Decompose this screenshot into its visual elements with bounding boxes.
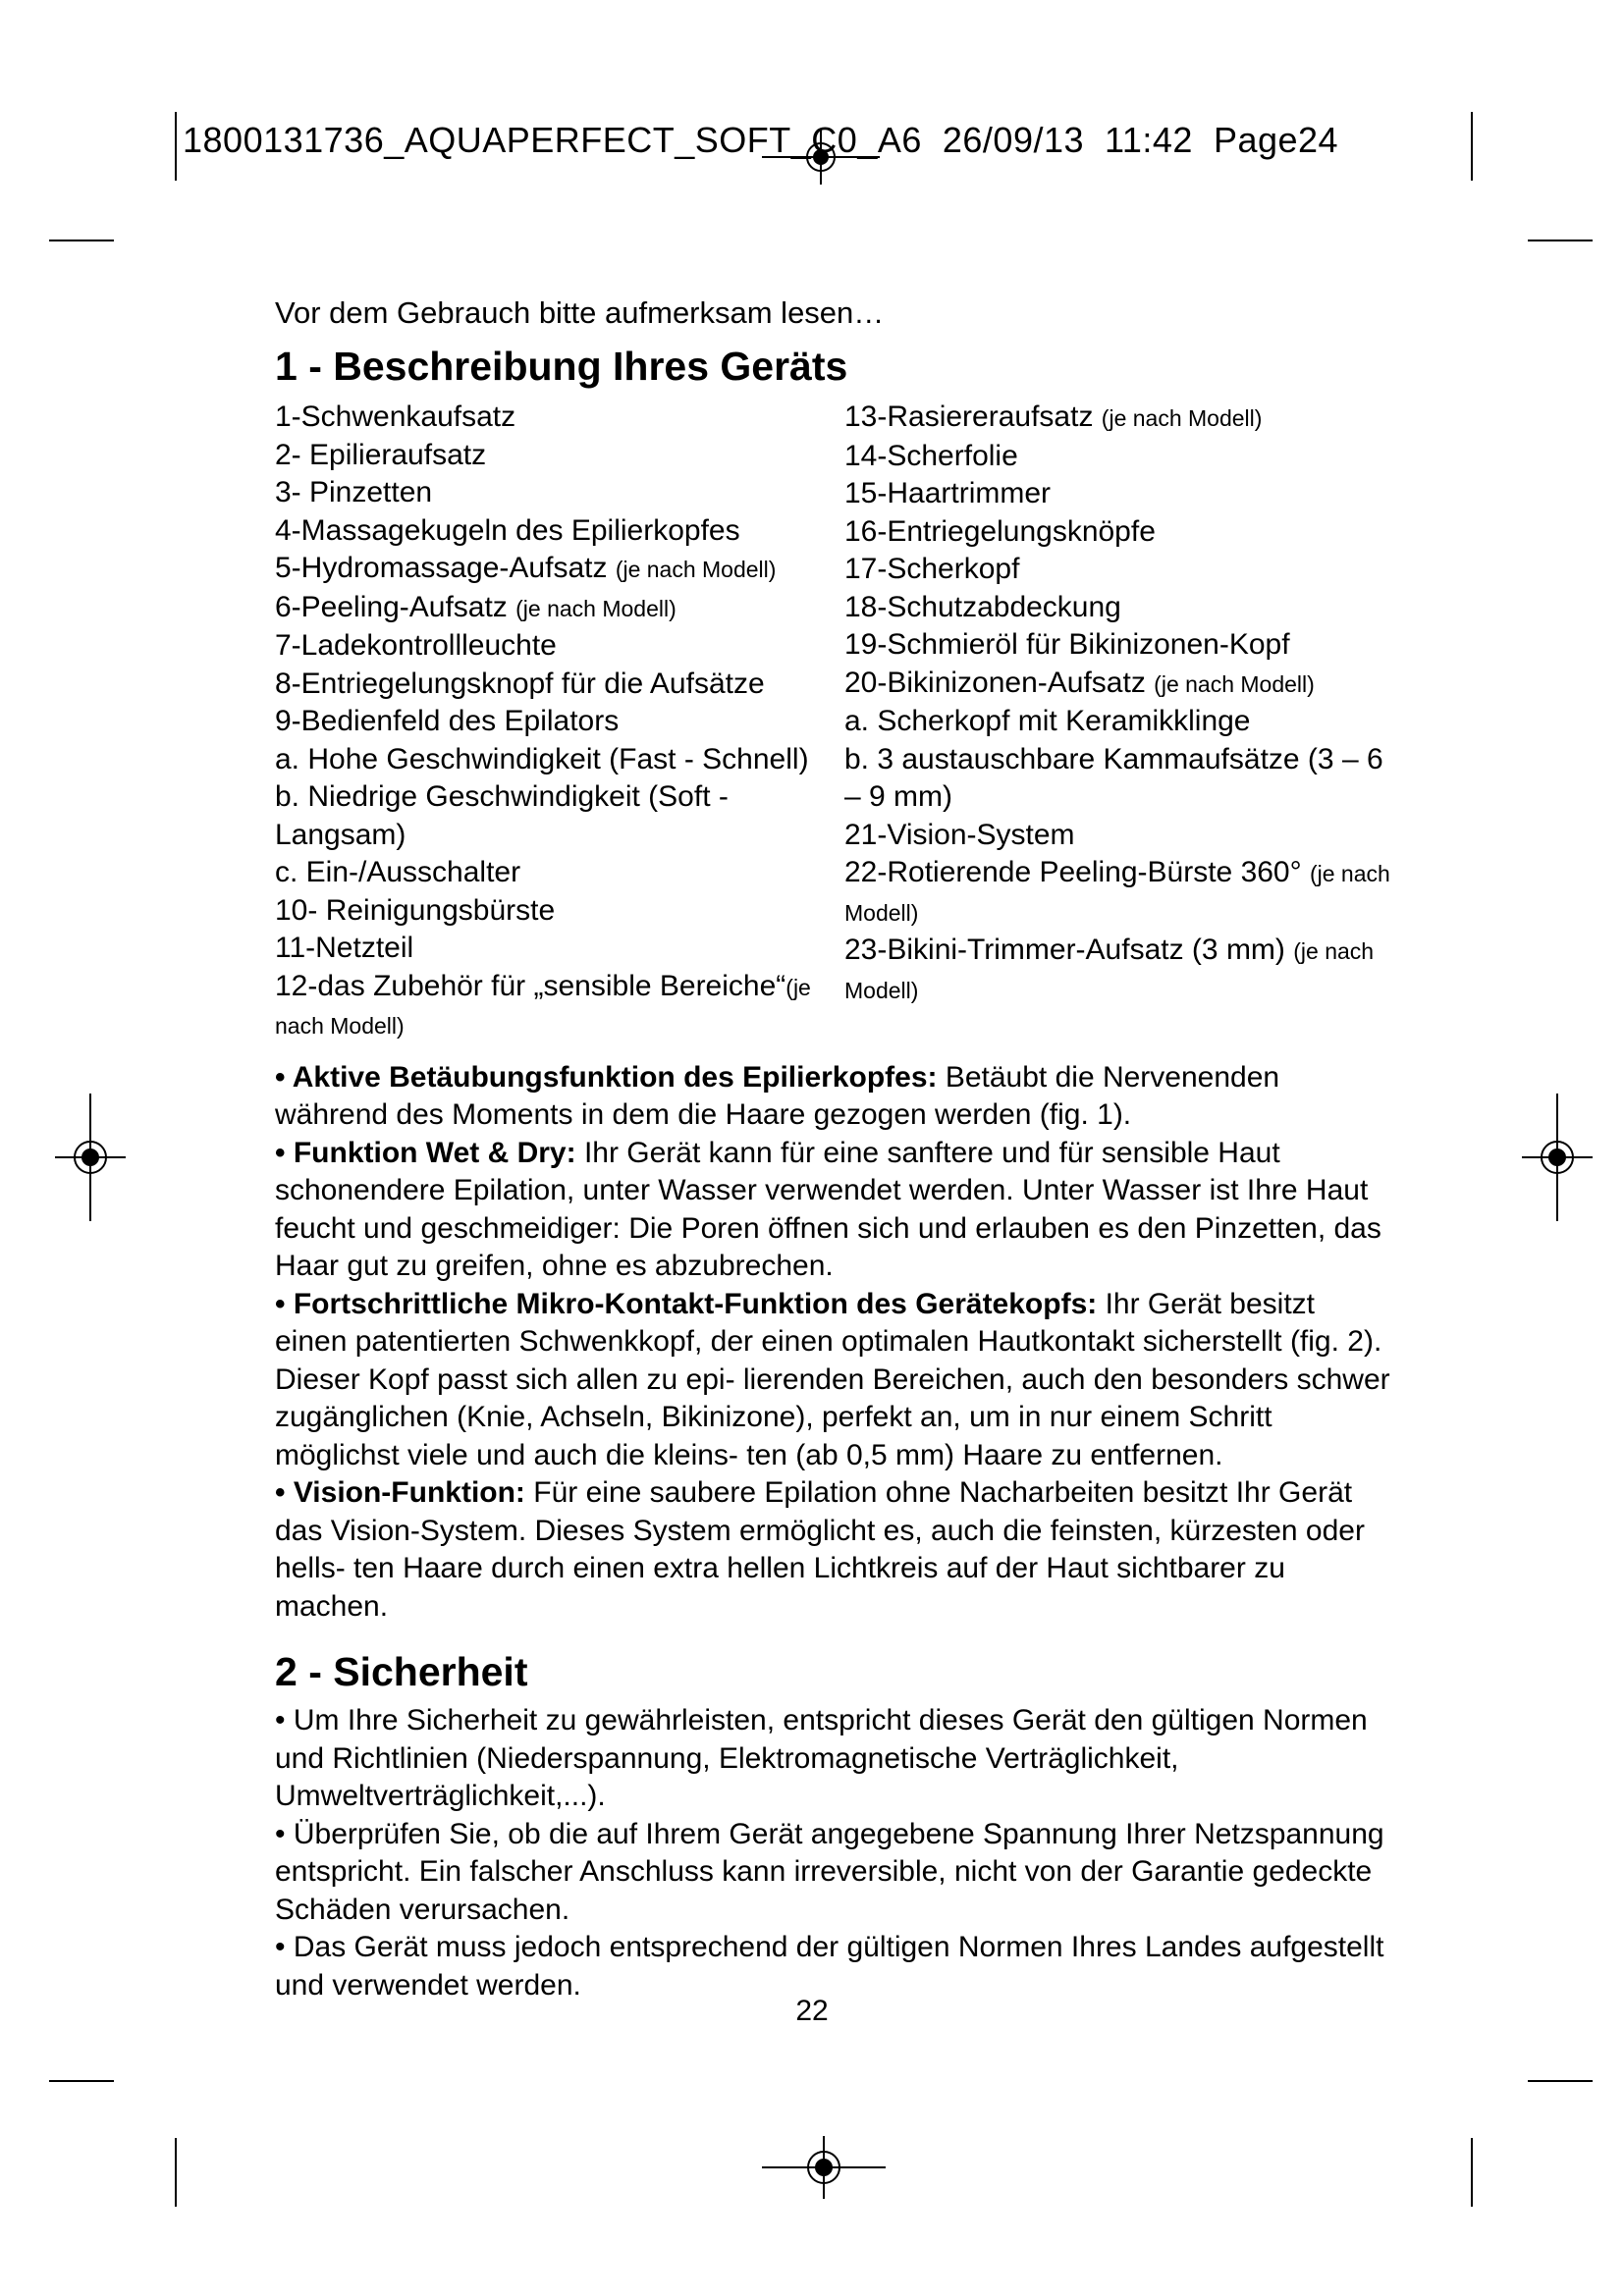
list-item-text: 18-Schutzabdeckung — [844, 590, 1121, 623]
list-item — [844, 551, 1394, 589]
feature-label: • Vision-Funktion: — [275, 1476, 525, 1509]
list-item-note: (je nach Modell) — [1101, 405, 1263, 431]
list-item-text: 11-Netzteil — [275, 932, 414, 964]
list-item — [275, 778, 825, 854]
list-item-text: 7-Ladekontrollleuchte — [275, 629, 557, 662]
list-item-text: 13-Rasiereraufsatz — [844, 400, 1102, 433]
list-item — [275, 474, 825, 512]
section-2-title: 2 - Sicherheit — [275, 1649, 528, 1694]
list-item-text: 12-das Zubehör für „sensible Bereiche“ — [275, 969, 786, 1002]
list-item-text: 20-Bikinizonen-Aufsatz — [844, 666, 1155, 699]
list-item-text: 17-Scherkopf — [844, 553, 1020, 585]
feature-label: • Fortschrittliche Mikro-Kontakt-Funktion des Gerätekopfs: — [275, 1287, 1098, 1320]
list-item-text: 14-Scherfolie — [844, 439, 1018, 472]
list-item-text: 6-Peeling-Aufsatz — [275, 590, 516, 623]
safety-paragraph: • Um Ihre Sicherheit zu gewährleisten, entspricht dieses Gerät den gültigen Normen und Richtlinien (Niederspannung, Elektromagnetische Verträglichkeit, Umweltverträglichkeit,...). — [275, 1704, 1368, 1812]
list-item — [844, 703, 1394, 741]
list-item-text: a. Scherkopf mit Keramikklinge — [844, 705, 1251, 737]
page-number: 22 — [795, 1995, 829, 2027]
crop-mark — [1471, 112, 1473, 181]
features-list — [275, 1059, 1394, 1627]
feature-paragraph — [275, 1474, 1394, 1626]
list-item-text: 15-Haartrimmer — [844, 477, 1052, 509]
section-1-title: 1 - Beschreibung Ihres Geräts — [275, 344, 848, 389]
list-item-text: 4-Massagekugeln des Epilierkopfes — [275, 513, 740, 547]
list-item — [275, 703, 825, 741]
parts-list — [275, 399, 1394, 1045]
list-item — [275, 741, 825, 779]
list-item-text: b. 3 austauschbare Kammaufsätze (3 – 6 – 9 mm) — [844, 742, 1383, 813]
crop-mark — [1471, 2138, 1473, 2207]
list-item-text: 19-Schmieröl für Bikinizonen-Kopf — [844, 628, 1290, 661]
safety-paragraph: • Das Gerät muss jedoch entsprechend der gültigen Normen Ihres Landes aufgestellt und verwendet werden. — [275, 1931, 1384, 2002]
crop-mark — [175, 112, 177, 181]
list-item-note: (je nach Modell) — [275, 974, 811, 1039]
safety-list — [275, 1702, 1394, 2004]
list-item-note: (je nach Modell) — [844, 938, 1375, 1003]
list-item-text: 1-Schwenkaufsatz — [275, 400, 516, 433]
list-item-text: 21-Vision-System — [844, 818, 1075, 851]
list-item-note: (je nach Modell) — [1154, 670, 1315, 697]
crop-mark — [49, 240, 114, 241]
list-item-text: 9-Bedienfeld des Epilators — [275, 705, 620, 737]
list-item-text: 8-Entriegelungsknopf für die Aufsätze — [275, 667, 765, 700]
list-item — [844, 438, 1394, 476]
list-item-text: c. Ein-/Ausschalter — [275, 856, 521, 888]
list-item-text: b. Niedrige Geschwindigkeit (Soft - Langsam) — [275, 780, 729, 851]
crop-mark — [1528, 2080, 1593, 2082]
safety-paragraph: • Überprüfen Sie, ob die auf Ihrem Gerät angegebene Spannung Ihrer Netzspannung entspricht. Ein falscher Anschluss kann irreversible, nicht von der Garantie gedeckte Schäden verursachen. — [275, 1817, 1384, 1926]
feature-label: • Funktion Wet & Dry: — [275, 1136, 576, 1169]
list-item-text: 16-Entriegelungsknöpfe — [844, 514, 1156, 548]
list-item — [844, 626, 1394, 665]
list-item-text: 3- Pinzetten — [275, 476, 433, 508]
list-item — [844, 665, 1394, 704]
list-item-text: a. Hohe Geschwindigkeit (Fast - Schnell) — [275, 742, 809, 775]
list-item — [275, 666, 825, 704]
list-item-note: (je nach Modell) — [615, 557, 777, 582]
list-item-text: 2- Epilieraufsatz — [275, 438, 487, 471]
crop-mark — [1528, 240, 1593, 241]
list-item — [275, 437, 825, 475]
list-item — [844, 475, 1394, 513]
feature-text: Ihr Gerät kann für eine sanftere und für sensible Haut schonendere Epilation, unter Wasser verwendet werden. Unter Wasser ist Ihre Haut feucht und geschmeidiger: Die Poren öffnen sich und erlauben es den Pinzetten, das Haar gut zu greifen, ohne es abzubrechen. — [275, 1136, 1381, 1282]
feature-text: Ihr Gerät besitzt einen patentierten Schwenkkopf, der einen optimalen Hautkontakt sicherstellt (fig. 2). Dieser Kopf passt sich allen zu epi- lierenden Bereichen, auch den besonders schwer zugänglichen (Knie, Achseln, Bikinizone), perfekt an, um in nur einem Schritt möglichst viele und auch die kleins- ten (ab 0,5 mm) Haare zu entfernen. — [275, 1287, 1390, 1471]
list-item — [275, 399, 825, 437]
registration-mark-icon — [55, 1094, 126, 1221]
list-item — [844, 513, 1394, 552]
list-item-text: 5-Hydromassage-Aufsatz — [275, 552, 616, 584]
list-item — [275, 550, 825, 589]
list-item — [275, 968, 825, 1045]
feature-paragraph — [275, 1059, 1394, 1135]
list-item — [844, 589, 1394, 627]
list-item-text: 10- Reinigungsbürste — [275, 893, 556, 927]
crop-mark — [49, 2080, 114, 2082]
list-item — [275, 627, 825, 666]
intro-text: Vor dem Gebrauch bitte aufmerksam lesen… — [275, 295, 885, 330]
list-item — [844, 399, 1394, 438]
feature-text: Für eine saubere Epilation ohne Nacharbeiten besitzt Ihr Gerät das Vision-System. Dieses System ermöglicht es, auch die feinsten, kürzesten oder hells- ten Haare durch einen extra hellen Lichtkreis auf der Haut sichtbarer zu machen. — [275, 1476, 1365, 1623]
registration-mark-icon — [1522, 1094, 1593, 1221]
list-item — [275, 892, 825, 931]
list-item — [844, 741, 1394, 817]
list-item — [275, 589, 825, 628]
feature-text: Betäubt die Nervenenden während des Moments in dem die Haare gezogen werden (fig. 1). — [275, 1060, 1280, 1131]
list-item-text: 23-Bikini-Trimmer-Aufsatz (3 mm) — [844, 934, 1294, 966]
print-slug: 1800131736_AQUAPERFECT_SOFT_C0_A6 26/09/13 11:42 Page24 — [183, 120, 1339, 160]
crop-mark — [175, 2138, 177, 2207]
list-item — [275, 930, 825, 968]
list-item — [275, 512, 825, 551]
list-item-note: (je nach Modell) — [515, 595, 677, 621]
feature-paragraph — [275, 1286, 1394, 1475]
list-item — [844, 854, 1394, 932]
feature-label: • Aktive Betäubungsfunktion des Epilierkopfes: — [275, 1060, 938, 1094]
list-item-note: (je nach Modell) — [844, 861, 1390, 926]
registration-mark-icon — [762, 2136, 886, 2199]
list-item-text: 22-Rotierende Peeling-Bürste 360° — [844, 856, 1310, 888]
parts-list-right — [844, 399, 1394, 1045]
parts-list-left — [275, 399, 825, 1045]
list-item — [844, 932, 1394, 1009]
feature-paragraph — [275, 1135, 1394, 1286]
page-content — [275, 294, 1394, 2004]
list-item — [844, 817, 1394, 855]
list-item — [275, 854, 825, 892]
